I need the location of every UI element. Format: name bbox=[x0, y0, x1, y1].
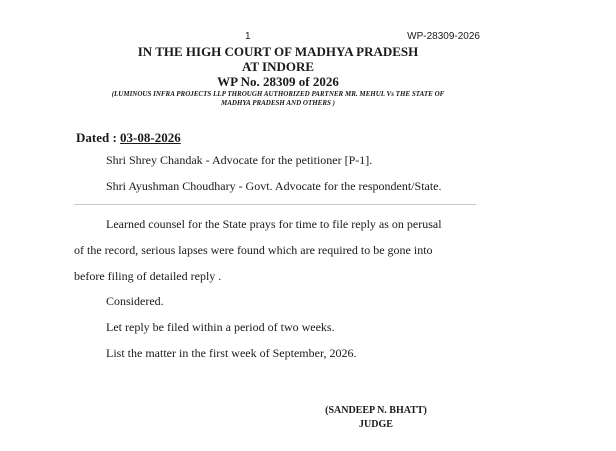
appearance-petitioner: Shri Shrey Chandak - Advocate for the petitioner [P-1]. bbox=[106, 153, 373, 167]
court-name: IN THE HIGH COURT OF MADHYA PRADESH bbox=[137, 44, 419, 59]
judge-title: JUDGE bbox=[359, 419, 393, 430]
page-number: 1 bbox=[245, 31, 251, 42]
order-para-line-2: of the record, serious lapses were found which are required to be gone into bbox=[74, 243, 433, 257]
separator-rule bbox=[74, 204, 476, 205]
order-reply-direction: Let reply be filed within a period of two weeks. bbox=[106, 320, 335, 334]
appearance-respondent: Shri Ayushman Choudhary - Govt. Advocate for the respondent/State. bbox=[106, 179, 442, 193]
case-number: WP No. 28309 of 2026 bbox=[217, 74, 339, 89]
order-para-line-1: Learned counsel for the State prays for time to file reply as on perusal bbox=[106, 217, 442, 231]
judge-name: (SANDEEP N. BHATT) bbox=[325, 405, 427, 416]
order-considered: Considered. bbox=[106, 294, 164, 308]
order-para-line-3: before filing of detailed reply . bbox=[74, 269, 222, 283]
parties-line-1: (LUMINOUS INFRA PROJECTS LLP THROUGH AUTHORIZED PARTNER MR. MEHUL Vs THE STATE OF bbox=[111, 90, 445, 98]
dated-value: 03-08-2026 bbox=[120, 130, 181, 145]
case-reference: WP-28309-2026 bbox=[407, 31, 480, 42]
order-listing-direction: List the matter in the first week of September, 2026. bbox=[106, 346, 357, 360]
order-date bbox=[76, 130, 181, 146]
parties-block bbox=[82, 90, 474, 108]
bench-location: AT INDORE bbox=[241, 59, 315, 74]
parties-line-2: MADHYA PRADESH AND OTHERS ) bbox=[221, 99, 335, 107]
dated-label: Dated : bbox=[76, 130, 121, 145]
